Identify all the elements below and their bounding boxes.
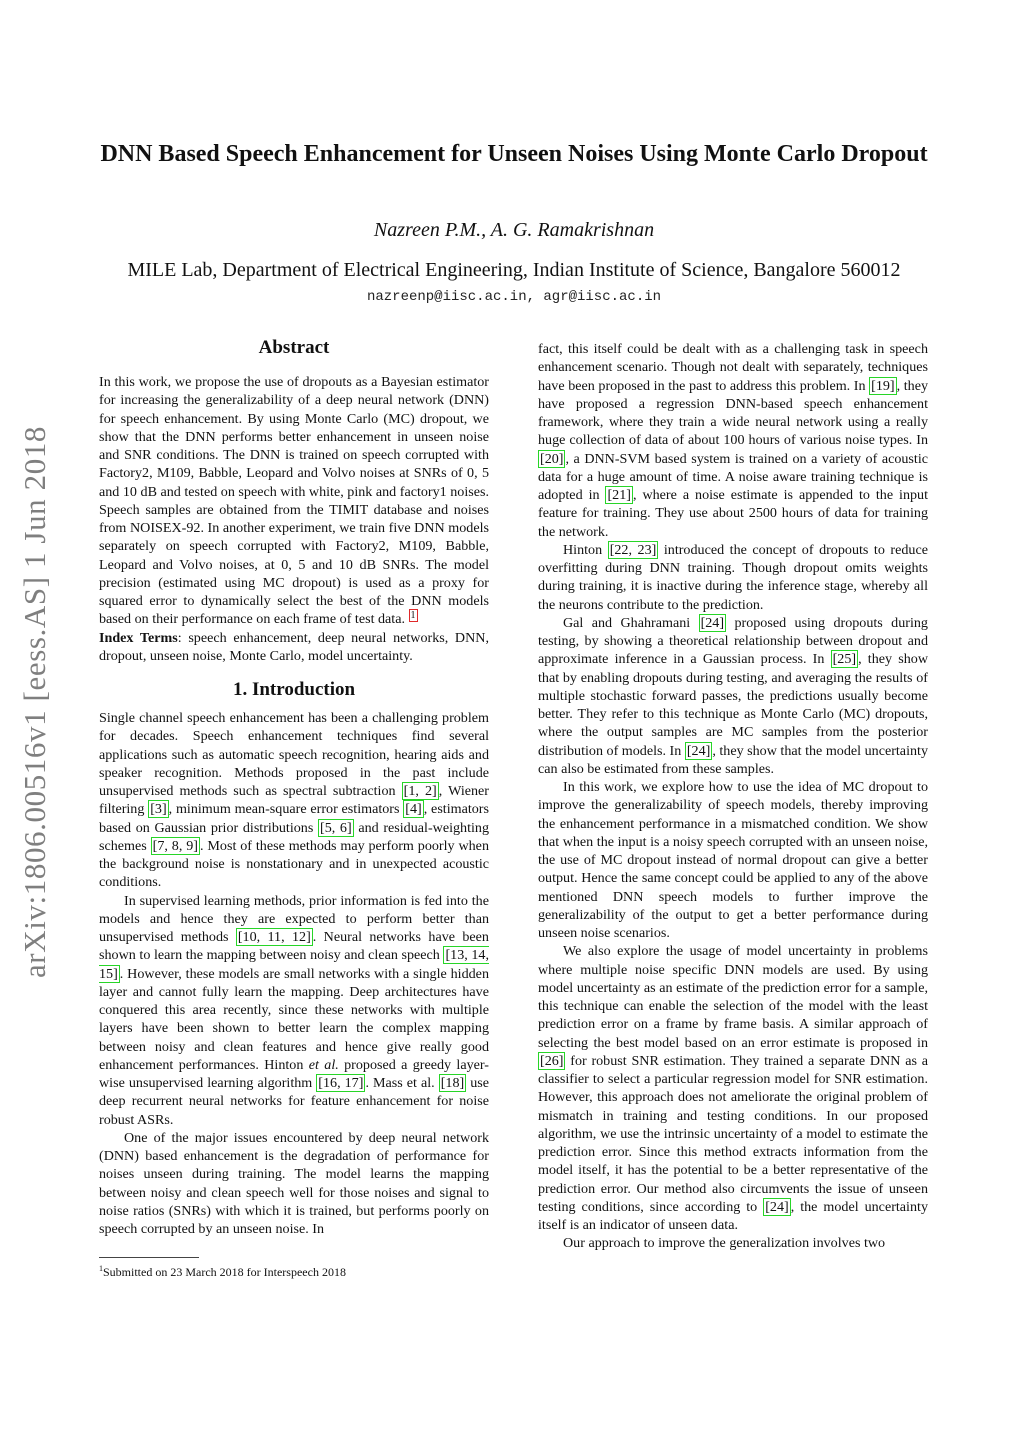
citation-link[interactable]: [13, 14, 15] [99,947,490,982]
footnote-link[interactable]: 1 [410,609,416,621]
index-terms [99,629,489,666]
right-paragraph-4: In this work, we explore how to use the idea of MC dropout to improve the generalizability of speech models, thereby improving the enhancement performance in a mismatched condition. We show that when the input is a noisy speech corrupted with an unseen noise, the use of MC dropout instead of normal dropout can give a better output. Hence the same concept could be applied to any of the above mentioned DNN speech models to further improve the generalizability of the output to get a better performance during unseen noise scenarios. [538,779,928,941]
intro-paragraph-1 [99,709,489,892]
text-run: , the model uncertainty itself is an indicator of unseen data. [538,1198,928,1233]
text-run: proposed using dropouts during testing, by showing a theoretical relationship between dropout and approximate inference in a Gaussian process. In [538,614,928,668]
right-paragraph-1 [538,340,928,541]
right-column [538,340,928,1253]
text-run: , where a noise estimate is appended to the input feature for training. They use about 2500 hours of data for training the network. [538,487,929,540]
right-paragraph-3 [538,614,928,778]
citation-link[interactable]: [5, 6] [320,819,352,836]
text-run: , a DNN-SVM based system is trained on a variety of acoustic data for a huge amount of time. A noise aware training technique is adopted in [538,450,928,503]
text-run: use deep recurrent neural networks for feature enhancement for noise robust ASRs. [99,1075,490,1128]
abstract-heading: Abstract [258,337,330,358]
text-run: . Mass et al. [365,1075,439,1091]
text-run: Single channel speech enhancement has been a challenging problem for decades. Speech enhancement techniques find several applications such as automatic speech recognition, hearing aids and speaker recognition. Methods proposed in the past include unsupervised methods such as spectral subtraction [99,710,489,799]
text-run: . However, these models are small networks with a single hidden layer and cannot fully learn the mapping. Deep architectures have conquered this area recently, since these networks with multiple layers have been shown to better learn the complex mapping between noisy and clean features and hence give really good enhancement performances. Hinton [99,965,489,1073]
citation-link[interactable]: [16, 17] [318,1075,364,1091]
text-run: for robust SNR estimation. They trained a separate DNN as a classifier to select a particular regression model for SNR estimation. However, this approach does not ameliorate the original problem of mismatch in training and testing conditions. In our proposed algorithm, we use the intrinsic uncertainty of a model to estimate the prediction error. Since this method extracts information from the model itself, it has the potential to be a better representative of the prediction error. Our method also circumvents the issue of unseen testing conditions, since according to [538,1052,928,1215]
text-run: proposed a greedy layer-wise unsupervised learning algorithm [99,1056,489,1091]
footnote-divider [99,1257,199,1258]
text-run: , minimum mean-square error estimators [168,801,404,818]
arxiv-identifier: arXiv:1806.00516v1 [eess.AS] 1 Jun 2018 [17,425,52,979]
footnote-mark: 1 [99,1264,103,1273]
text-run: fact, this itself could be dealt with as a challenging task in speech enhancement scenario. Though not dealt with separately, techniques have been proposed in the past to address this problem. In [538,341,928,394]
text-run: introduced the concept of dropouts to reduce overfitting during DNN training. Though dropout omits weights during training, it is inactive during the inference stage, whereby all the neurons contribute to the prediction. [538,541,928,613]
abstract-text: In this work, we propose the use of dropouts as a Bayesian estimator for increasing the generalizability of a deep neural network (DNN) for speech enhancement. By using Monte Carlo (MC) dropout, we show that the DNN performs better enhancement in unseen noise and SNR conditions. The DNN is trained on speech corrupted with Factory2, M109, Babble, Leopard and Volvo noises at SNRs of 0, 5 and 10 dB and tested on speech with white, pink and factory1 noises. Speech samples are obtained from the TIMIT database and noises from NOISEX-92. In another experiment, we train five DNN models separately on speech corrupted with Factory2, M109, Babble, Leopard and Volvo noises, at 0, 5 and 10 dB SNRs. The model precision (estimated using MC dropout) is used as a proxy for squared error to dynamically select the best of the DNN models based on their performance on each frame of test data. [99,374,489,628]
text-run: . Neural networks have been shown to learn the mapping between noisy and clean speech [99,929,489,964]
footnote [99,1261,489,1280]
citation-link[interactable]: [21] [607,487,631,503]
paper-title: DNN Based Speech Enhancement for Unseen Noises Using Monte Carlo Dropout [100,141,928,167]
index-terms-text: : speech enhancement, deep neural networks, DNN, dropout, unseen noise, Monte Carlo, model uncertainty. [99,629,489,664]
intro-paragraph-3: One of the major issues encountered by deep neural network (DNN) based enhancement is the degradation of performance for noises unseen during training. The model learns the mapping between noisy and clean speech well for those noises and signal to noise ratios (SNRs) with which it is trained, but performs poorly on speech corrupted by an unseen noise. In [99,1129,489,1237]
intro-paragraph-2 [99,892,489,1129]
right-paragraph-5 [538,942,928,1234]
text-run: We also explore the usage of model uncertainty in problems where multiple noise specific DNN models are used. By using model uncertainty as an estimate of the prediction error for a sample, this technique can enable the selection of the model with the least prediction error on a frame by frame basis. A similar approach of selecting the best model based on an error estimate is proposed in [538,943,928,1051]
citation-link[interactable]: [20] [540,450,564,467]
text-run: et al. [308,1056,339,1073]
text-run: , Wiener filtering [99,783,490,818]
arxiv-sidebar [10,425,60,1053]
citation-link[interactable]: [24] [686,742,711,759]
text-run: Gal and Ghahramani [563,614,699,631]
citation-link[interactable]: [19] [871,377,895,394]
abstract-body [99,373,489,629]
right-paragraph-6: Our approach to improve the generalization involves two [563,1235,886,1252]
right-paragraph-2 [538,541,928,614]
citation-link[interactable]: [26] [540,1052,564,1069]
text-run: , they have proposed a regression DNN-based speech enhancement framework, where they train a wide neural network using a really huge collection of data of about 100 hours of various noise types. In [538,377,929,449]
introduction-heading: 1. Introduction [232,679,356,700]
citation-link[interactable]: [25] [832,651,857,668]
citation-link[interactable]: [22, 23] [609,541,657,558]
text-run: In supervised learning methods, prior information is fed into the models and hence they are expected to perform better than unsupervised methods [99,892,489,945]
paper-affiliation: MILE Lab, Department of Electrical Engineering, Indian Institute of Science, Bangalore 560012 [127,259,901,281]
citation-link[interactable]: [7, 8, 9] [152,837,198,854]
text-run: . Most of these methods may perform poorly when the background noise is nonstationary and in unexpected acoustic conditions. [99,837,489,891]
paper-authors: Nazreen P.M., A. G. Ramakrishnan [373,219,655,241]
text-run: , they show that the model uncertainty can also be estimated from these samples. [538,742,928,777]
author-emails: nazreenp@iisc.ac.in, agr@iisc.ac.in [366,289,662,305]
text-run: , estimators based on Gaussian prior distributions [99,801,489,836]
citation-link[interactable]: [24] [765,1198,789,1215]
text-run: Hinton [563,541,608,558]
text-run: , they show that by enabling dropouts during testing, and averaging the results of multiple stochastic forward passes, the predictions usually become better. They refer to this technique as Monte Carlo (MC) dropouts, where the output samples are MC samples from the posterior distribution of models. In [538,651,928,759]
citation-link[interactable]: [1, 2] [403,783,437,799]
footnote-text: Submitted on 23 March 2018 for Interspeech 2018 [103,1265,346,1279]
citation-link[interactable]: [3] [150,801,167,818]
text-run: and residual-weighting schemes [99,819,490,854]
citation-link[interactable]: [24] [700,614,725,631]
left-column [99,337,489,1238]
citation-link[interactable]: [18] [440,1075,465,1091]
citation-link[interactable]: [10, 11, 12] [237,929,311,945]
index-terms-label: Index Terms [99,629,178,646]
citation-link[interactable]: [4] [405,801,422,818]
